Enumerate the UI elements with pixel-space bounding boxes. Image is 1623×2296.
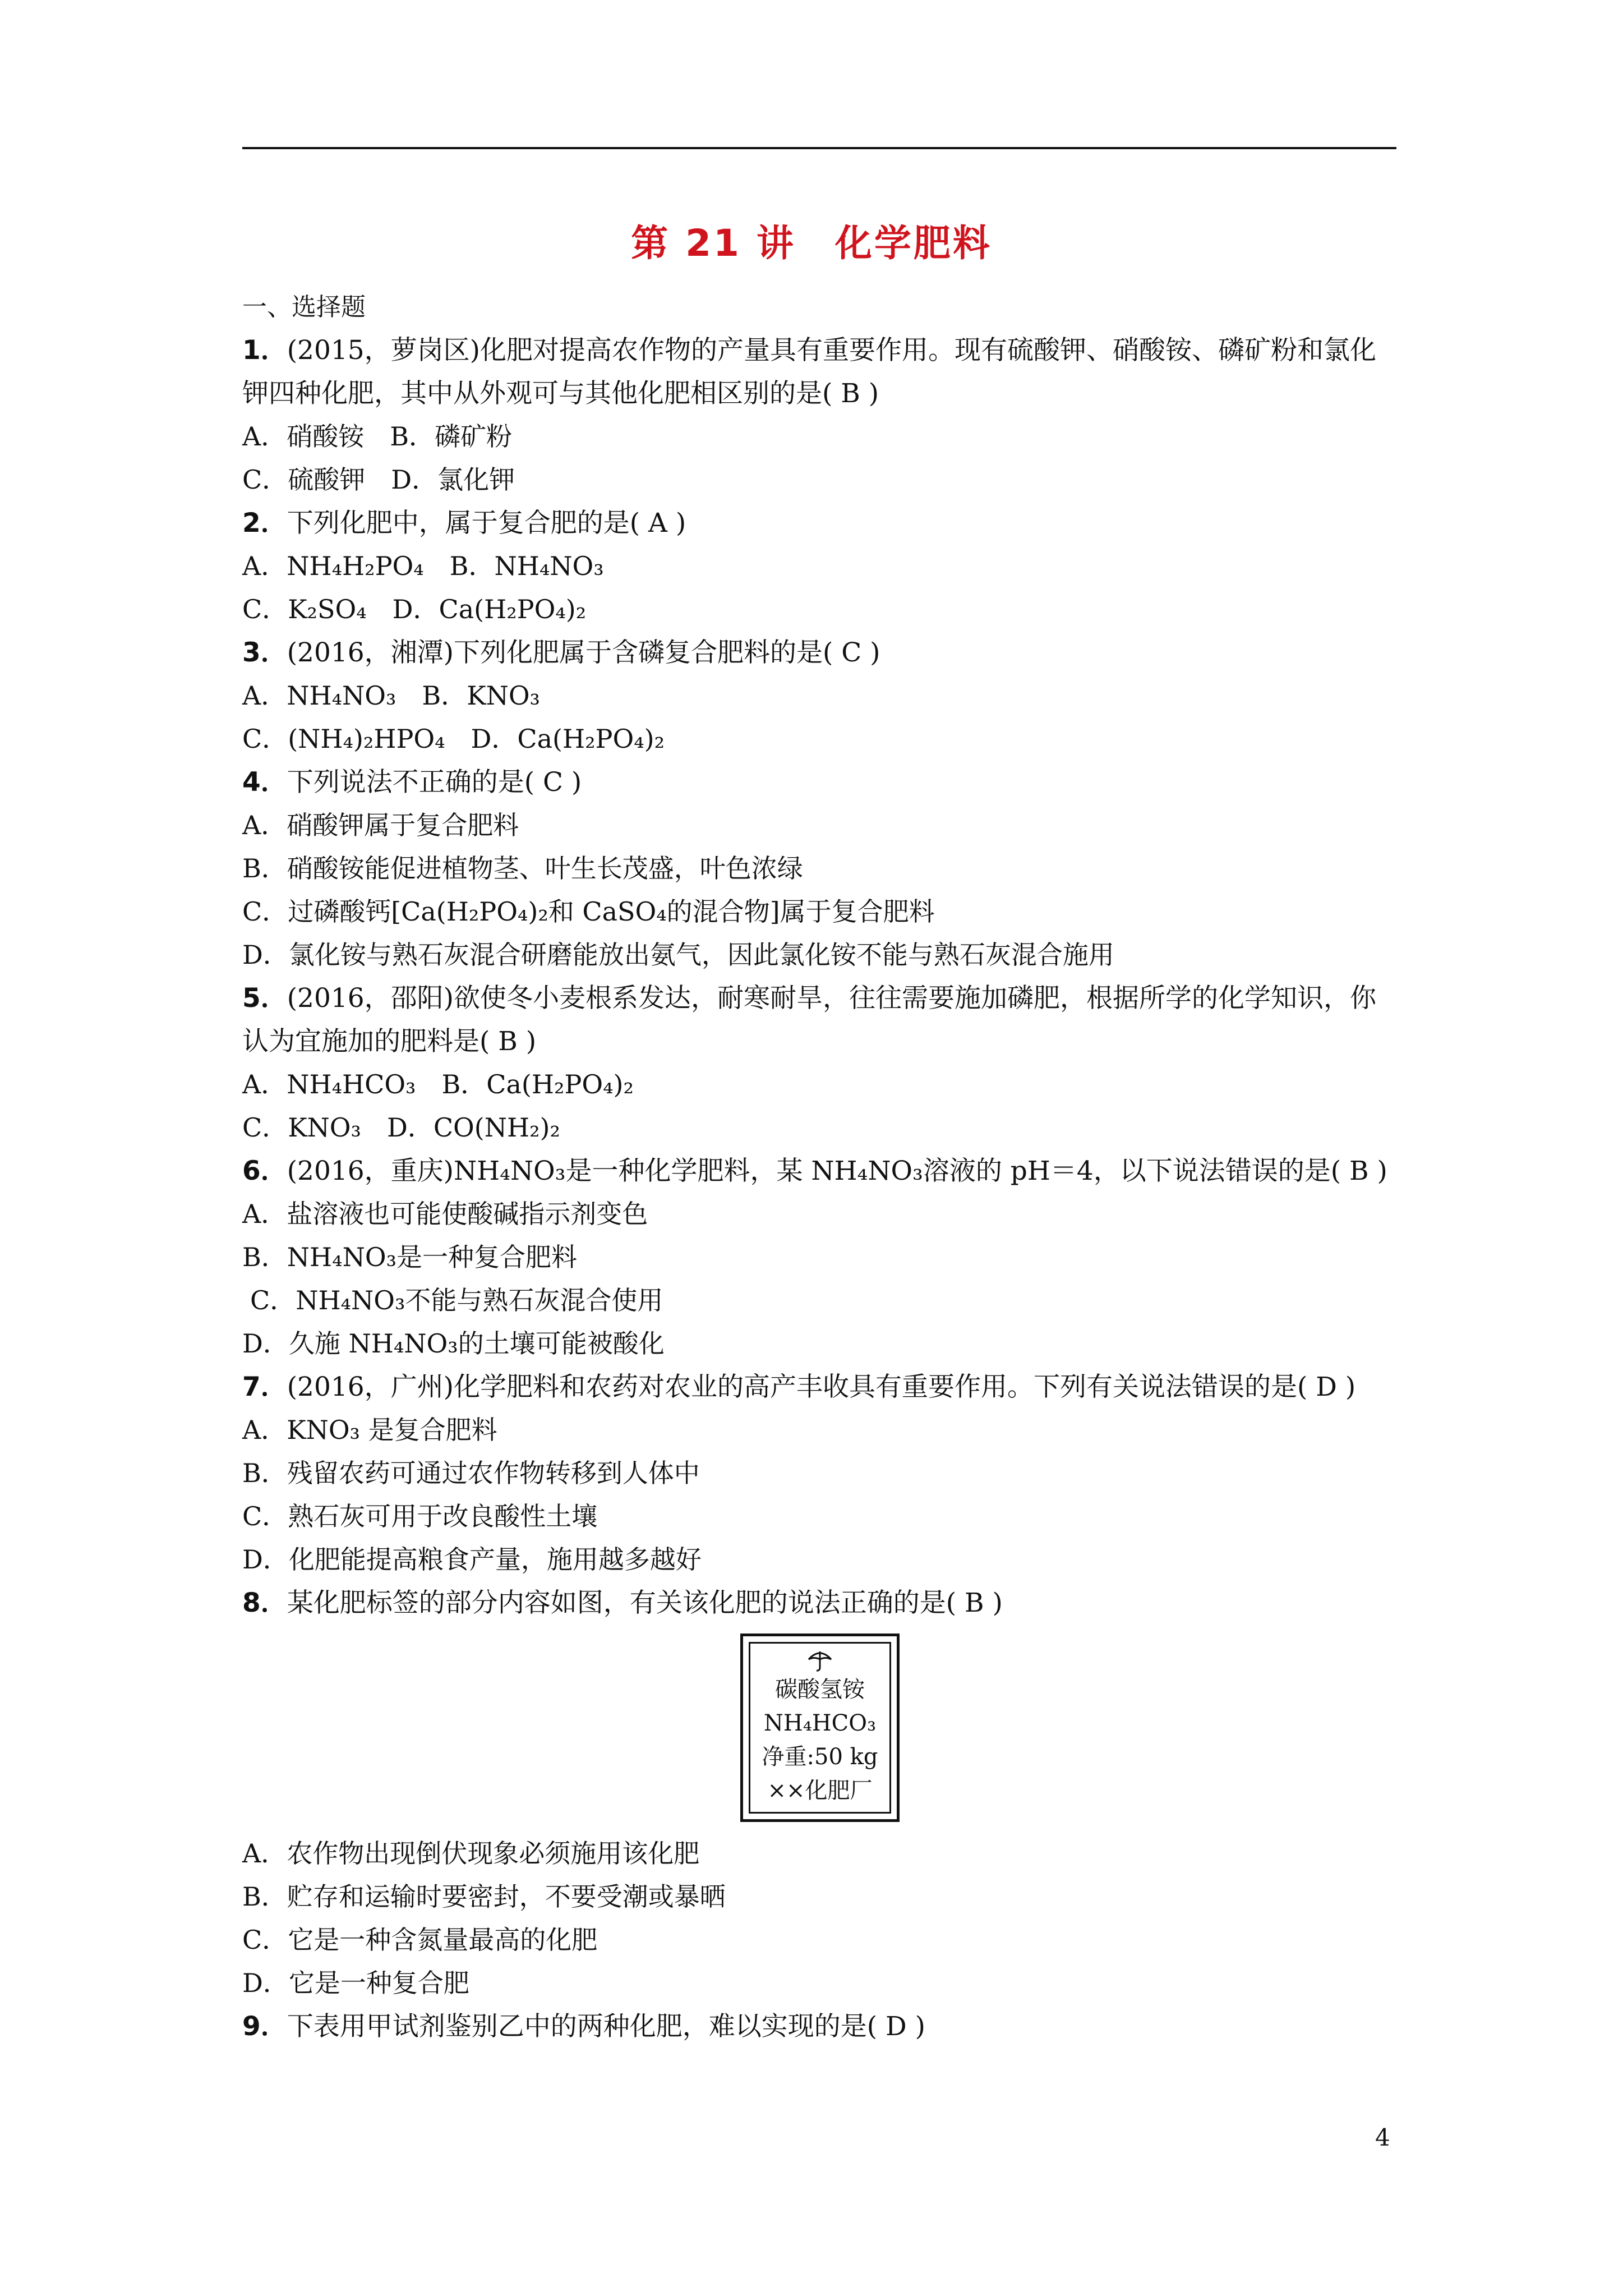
question-number: 2．: [242, 508, 287, 539]
question-number: 5．: [242, 983, 287, 1014]
label-name: 碳酸氢铵: [775, 1677, 865, 1703]
question-number: 4．: [242, 767, 287, 798]
option-line: C．硫酸钾 D．氯化钾: [242, 464, 515, 495]
question-text: 某化肥标签的部分内容如图，有关该化肥的说法正确的是( B ): [287, 1588, 1003, 1618]
option-line: A．硝酸铵 B．磷矿粉: [242, 421, 513, 452]
option-line: A．盐溶液也可能使酸碱指示剂变色: [242, 1199, 648, 1229]
fertilizer-label: [740, 1634, 900, 1822]
option-line: D．它是一种复合肥: [242, 1968, 469, 1998]
fertilizer-label-figure: [242, 1625, 1398, 1832]
option-line: C．它是一种含氮量最高的化肥: [242, 1925, 598, 1955]
option-line: D．氯化铵与熟石灰混合研磨能放出氨气，因此氯化铵不能与熟石灰混合施用: [242, 940, 1114, 970]
question-stem: [242, 1365, 1398, 1409]
question-number: 1．: [242, 335, 287, 366]
option-line: A．硝酸钾属于复合肥料: [242, 810, 519, 840]
option-line: D．久施 NH₄NO₃的土壤可能被酸化: [242, 1328, 665, 1359]
question-3: [242, 631, 1398, 761]
question-text: 下列化肥中，属于复合肥的是( A ): [287, 508, 686, 539]
question-8: [242, 1581, 1398, 2005]
question-stem: [242, 631, 1398, 674]
question-number: 3．: [242, 637, 287, 668]
question-text: (2016，重庆)NH₄NO₃是一种化学肥料，某 NH₄NO₃溶液的 pH＝4，以下说法错误的是( B ): [287, 1156, 1387, 1186]
header-rule: [242, 147, 1396, 149]
question-list: [242, 286, 1398, 2048]
option-line: D．化肥能提高粮食产量，施用越多越好: [242, 1544, 702, 1575]
option-line: A．NH₄HCO₃ B．Ca(H₂PO₄)₂: [242, 1069, 634, 1099]
question-2: [242, 501, 1398, 631]
label-factory: ××化肥厂: [767, 1778, 873, 1803]
option-line: C．熟石灰可用于改良酸性土壤: [242, 1501, 598, 1531]
question-stem: [242, 761, 1398, 804]
option-line: C．K₂SO₄ D．Ca(H₂PO₄)₂: [242, 594, 587, 624]
question-number: 8．: [242, 1588, 287, 1618]
section-heading: 一、选择题: [242, 293, 366, 321]
label-formula: NH₄HCO₃: [763, 1710, 877, 1736]
question-text: (2016，邵阳)欲使冬小麦根系发达，耐寒耐旱，往往需要施加磷肥，根据所学的化学知识，你认为宜施加的肥料是( B ): [242, 983, 1376, 1057]
question-7: [242, 1365, 1398, 1581]
umbrella-icon: [806, 1648, 833, 1673]
option-line: A．农作物出现倒伏现象必须施用该化肥: [242, 1838, 700, 1869]
option-line: B．NH₄NO₃是一种复合肥料: [242, 1242, 578, 1272]
question-stem: [242, 501, 1398, 545]
question-text: (2015，萝岗区)化肥对提高农作物的产量具有重要作用。现有硫酸钾、硝酸铵、磷矿粉和氯化钾四种化肥，其中从外观可与其他化肥相区别的是( B ): [242, 335, 1376, 409]
option-line: B．硝酸铵能促进植物茎、叶生长茂盛，叶色浓绿: [242, 853, 803, 884]
question-6: [242, 1149, 1398, 1365]
question-text: (2016，广州)化学肥料和农药对农业的高产丰收具有重要作用。下列有关说法错误的是( D ): [287, 1372, 1356, 1402]
question-text: 下列说法不正确的是( C ): [287, 767, 582, 798]
page-title: 第 21 讲 化学肥料: [631, 222, 992, 265]
page-number: 4: [1375, 2124, 1390, 2151]
question-number: 9．: [242, 2011, 287, 2042]
question-stem: [242, 329, 1398, 415]
option-line: C．NH₄NO₃不能与熟石灰混合使用: [250, 1285, 663, 1315]
question-stem: [242, 977, 1398, 1063]
question-number: 6．: [242, 1156, 287, 1186]
option-line: C．过磷酸钙[Ca(H₂PO₄)₂和 CaSO₄的混合物]属于复合肥料: [242, 896, 935, 927]
option-line: A．NH₄NO₃ B．KNO₃: [242, 680, 540, 711]
question-1: [242, 329, 1398, 501]
option-line: A．KNO₃ 是复合肥料: [242, 1415, 497, 1445]
question-text: 下表用甲试剂鉴别乙中的两种化肥，难以实现的是( D ): [287, 2011, 925, 2042]
question-stem: [242, 1149, 1398, 1193]
option-line: B．贮存和运输时要密封，不要受潮或暴晒: [242, 1881, 726, 1912]
question-number: 7．: [242, 1372, 287, 1402]
option-line: A．NH₄H₂PO₄ B．NH₄NO₃: [242, 551, 604, 581]
question-9: [242, 2005, 1398, 2048]
option-line: B．残留农药可通过农作物转移到人体中: [242, 1458, 700, 1488]
question-5: [242, 977, 1398, 1149]
question-stem: [242, 2005, 1398, 2048]
option-line: C．KNO₃ D．CO(NH₂)₂: [242, 1112, 560, 1143]
option-line: C．(NH₄)₂HPO₄ D．Ca(H₂PO₄)₂: [242, 724, 665, 754]
question-text: (2016，湘潭)下列化肥属于含磷复合肥料的是( C ): [287, 637, 880, 668]
question-4: [242, 761, 1398, 977]
label-net-weight: 净重:50 kg: [762, 1744, 878, 1770]
question-stem: [242, 1581, 1398, 1625]
